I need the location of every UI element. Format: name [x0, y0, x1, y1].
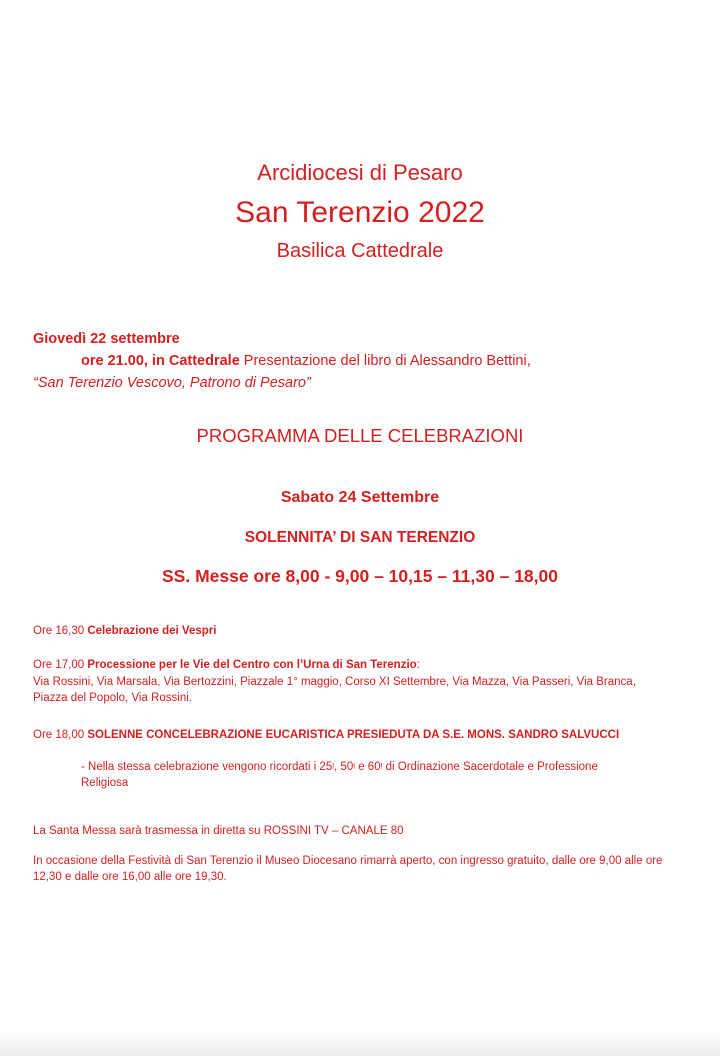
concelebration-item — [33, 727, 673, 743]
concelebration-label: SOLENNE CONCELEBRAZIONE EUCARISTICA PRESIEDUTA DA S.E. MONS. SANDRO SALVUCCI — [87, 729, 620, 741]
saturday-date: Sabato 24 Settembre — [280, 489, 440, 506]
thursday-date: Giovedì 22 settembre — [33, 331, 180, 347]
vespri-time: Ore 16,30 — [33, 625, 88, 637]
venue-heading: Basilica Cattedrale — [276, 240, 444, 262]
mass-times: SS. Messe ore 8,00 - 9,00 – 10,15 – 11,30 – 18,00 — [162, 566, 558, 586]
book-title: “San Terenzio Vescovo, Patrono di Pesaro” — [33, 375, 311, 391]
thursday-description: Presentazione del libro di Alessandro Bettini, — [239, 353, 531, 369]
vespri-item — [33, 623, 673, 639]
tv-broadcast-note: La Santa Messa sarà trasmessa in diretta su ROSSINI TV – CANALE 80 — [33, 825, 404, 837]
procession-route: Via Rossini, Via Marsala, Via Bertozzini, Piazzale 1° maggio, Corso XI Settembre, Via Mazza, Via Passeri, Via Branca, Piazza del Popolo, Via Rossini. — [33, 676, 636, 704]
thursday-event — [81, 353, 531, 369]
event-title: San Terenzio 2022 — [235, 196, 485, 229]
procession-colon: : — [416, 659, 420, 671]
procession-time: Ore 17,00 — [33, 659, 88, 671]
anniversary-note: - Nella stessa celebrazione vengono ricordati i 25ᵎ, 50ᵎ e 60ᵎ di Ordinazione Sacerdotale e Professione Religiosa — [81, 761, 598, 789]
procession-label: Processione per le Vie del Centro con l’Urna di San Terenzio — [87, 659, 417, 671]
vespri-label: Celebrazione dei Vespri — [87, 625, 217, 637]
museum-note: In occasione della Festività di San Terenzio il Museo Diocesano rimarrà aperto, con ingresso gratuito, dalle ore 9,00 alle ore 12,30 e dalle ore 16,00 alle ore 19,30. — [33, 855, 663, 883]
concelebration-time: Ore 18,00 — [33, 729, 88, 741]
page-bottom-shadow — [0, 1030, 720, 1056]
diocese-heading: Arcidiocesi di Pesaro — [257, 160, 463, 185]
procession-item — [33, 657, 673, 673]
solemnity-heading: SOLENNITA’ DI SAN TERENZIO — [244, 529, 476, 546]
program-title: PROGRAMMA DELLE CELEBRAZIONI — [196, 425, 524, 446]
thursday-time-place: ore 21.00, in Cattedrale — [81, 353, 240, 369]
